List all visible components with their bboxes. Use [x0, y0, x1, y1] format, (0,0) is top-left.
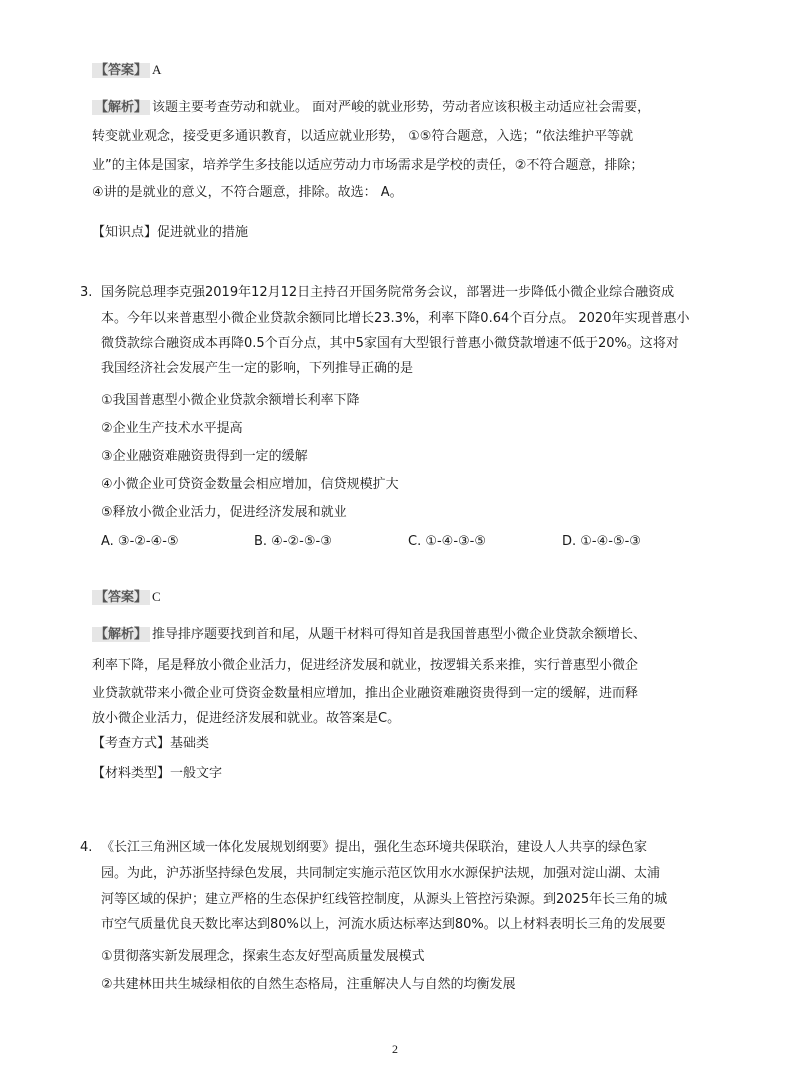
q3-stem-line-3: 微贷款综合融资成本再降0.5个百分点，其中5家国有大型银行普惠小微贷款增速不低于20%。这将对 [101, 336, 679, 351]
q3-stem-line-4: 我国经济社会发展产生一定的影响，下列推导正确的是 [101, 361, 414, 376]
q4-stem-line-3: 河等区域的保护；建立严格的生态保护红线管控制度，从源头上管控污染源。到2025年长三角的城 [101, 892, 668, 907]
q4-statement-1: ①贯彻落实新发展理念，探索生态友好型高质量发展模式 [101, 949, 425, 964]
q4-stem-line-2: 园。为此，沪苏浙坚持绿色发展，共同制定实施示范区饮用水水源保护法规，加强对淀山湖、太浦 [101, 866, 661, 881]
q3-analysis-line-3: 业贷款就带来小微企业可贷资金数量相应增加，推出企业融资难融资贵得到一定的缓解，进而释 [92, 686, 639, 701]
analysis-tag: 【解析】 [92, 627, 150, 642]
q2-analysis-line-3: 业”的主体是国家，培养学生多技能以适应劳动力市场需求是学校的责任，②不符合题意，排除； [92, 158, 644, 173]
analysis-text: 推导排序题要找到首和尾，从题干材料可得知首是我国普惠型小微企业贷款余额增长、 [152, 627, 647, 642]
q3-option-c: C. ①-④-③-⑤ [408, 534, 487, 549]
q3-option-d: D. ①-④-⑤-③ [562, 534, 641, 549]
q3-statement-2: ②企业生产技术水平提高 [101, 421, 243, 436]
q2-analysis-line-2: 转变就业观念，接受更多通识教育，以适应就业形势， ①⑤符合题意，入选；“依法维护平等就 [92, 129, 634, 144]
q3-analysis-line-2: 利率下降，尾是释放小微企业活力，促进经济发展和就业，按逻辑关系来推，实行普惠型小微企 [92, 658, 639, 673]
q3-option-a: A. ③-②-④-⑤ [101, 534, 179, 549]
q3-statement-5: ⑤释放小微企业活力，促进经济发展和就业 [101, 505, 347, 520]
q3-number: 3. [80, 285, 93, 300]
q3-exam-method: 【考查方式】基础类 [92, 736, 210, 751]
page-number: 2 [392, 1042, 398, 1056]
q3-statement-1: ①我国普惠型小微企业贷款余额增长利率下降 [101, 393, 360, 408]
q3-analysis-line-1 [92, 625, 646, 645]
q3-stem-line-2: 本。今年以来普惠型小微企业贷款余额同比增长23.3%，利率下降0.64个百分点。 2020年实现普惠小 [101, 311, 690, 326]
q2-knowledge-point: 【知识点】促进就业的措施 [92, 225, 249, 240]
q3-answer [92, 587, 161, 608]
q2-answer [92, 60, 161, 81]
answer-tag: 【答案】 [92, 63, 150, 78]
q3-statement-3: ③企业融资难融资贵得到一定的缓解 [101, 449, 308, 464]
q3-material-type: 【材料类型】一般文字 [92, 766, 223, 781]
analysis-tag: 【解析】 [92, 100, 150, 115]
q3-stem-line-1: 国务院总理李克强2019年12月12日主持召开国务院常务会议，部署进一步降低小微企业综合融资成 [101, 285, 675, 300]
q4-number: 4. [80, 840, 93, 855]
answer-value: C [152, 589, 161, 604]
q3-statement-4: ④小微企业可贷资金数量会相应增加，信贷规模扩大 [101, 477, 399, 492]
q2-analysis-line-4: ④讲的是就业的意义，不符合题意，排除。故选： A。 [92, 185, 403, 200]
analysis-text: 该题主要考查劳动和就业。 面对严峻的就业形势，劳动者应该积极主动适应社会需要， [152, 100, 651, 115]
q3-option-b: B. ④-②-⑤-③ [254, 534, 332, 549]
q3-analysis-line-4: 放小微企业活力，促进经济发展和就业。故答案是C。 [92, 711, 401, 726]
q4-stem-line-1: 《长江三角洲区域一体化发展规划纲要》提出，强化生态环境共保联治，建设人人共享的绿色家 [101, 840, 648, 855]
answer-tag: 【答案】 [92, 590, 150, 605]
q4-stem-line-4: 市空气质量优良天数比率达到80%以上，河流水质达标率达到80%。以上材料表明长三角的发展要 [101, 917, 666, 932]
q2-analysis-line-1 [92, 98, 650, 118]
answer-value: A [152, 62, 162, 77]
q4-statement-2: ②共建林田共生城绿相依的自然生态格局，注重解决人与自然的均衡发展 [101, 977, 516, 992]
